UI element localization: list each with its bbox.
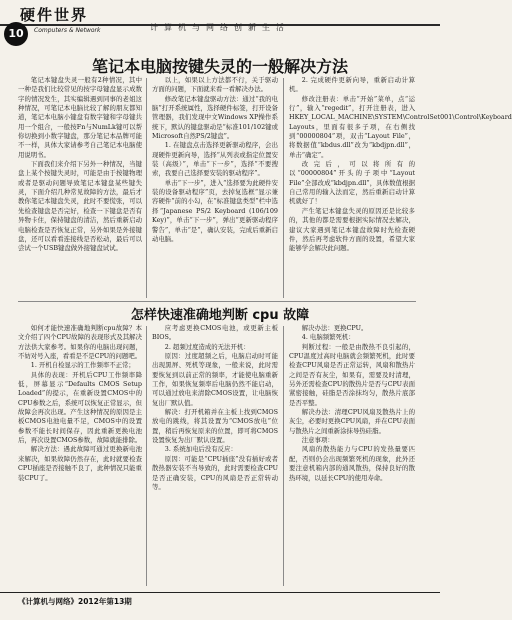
paragraph: 1. 在键盘点击选择更新驱动程序，会出现硬件更新向导，选择“从列表或指定位置安装（高级）”，单击“下一步”，选择“不要搜索，我要自己选择要安装的驱动程序”。 [152,141,278,178]
paragraph: 下面我们来介绍下另外一种情况，当键盘上某个按键失灵时，可能是由于按键物理或者是驱动问题导致笔记本键盘某些键失灵，下面介绍几种常见故障的方法，最后才教你笔记本键盘失灵，此时不要慌张，可以先检查键盘是否完好，检查一下键盘是否有异物卡住，保持键盘的清洁，然后重新启动电脑检查是否恢复正常，另外如果是外接键盘，还可以看看连接线是否松动，最后可以尝试一个USB键盘做外接键盘试试。 [18,160,142,253]
column-divider [146,78,147,298]
paragraph: 2. 完成硬件更新向导，重新启动计算机。 [289,76,415,94]
paragraph: 原因：可能是“CPU插座”没有插好或者散热器安装不当导致的，此时需要检查CPU是否正确安装，CPU的风扇是否正常转动等。 [152,454,278,491]
paragraph: 改完后，可以将所有的以“00000804”开头的子项中“Layout File”全部改成“kbdjpn.dll”，具体数值根据自己常用的输入法而定，然后重新启动计算机就好了！ [289,160,415,206]
column-divider [146,326,147,586]
page-number: 10 [4,22,28,46]
article1-column-3 [289,76,512,300]
paragraph: 1. 开机自检显示的工作频率不正常； [30,361,135,370]
paragraph: 具体的表现：开机后CPU工作频率降低，屏幕显示“Defaults CMOS Setup Loaded”的提示，在重新设置CMOS中的CPU参数之后，系统可以恢复正常显示，但故障会再次出现。产生这种情况的原因是主板CMOS电池电量不足，CMOS中的设置参数不能长时间保存，因此重新更换电池后，再次设置CMOS参数，故障就能排除。 [18,370,142,445]
paragraph: 3. 系统加电后没有反应： [164,445,237,454]
article1-title: 笔记本电脑按键失灵的一般解决方法 [91,57,348,76]
article2-column-3 [289,324,415,588]
footer-rule [0,592,440,593]
article-divider [18,301,416,302]
paragraph: 如何才能快速准确地判断cpu故障？本文介绍了四个CPU故障的表现形式及其解决方法供大家参考。如果你的电脑出现问题，不妨对号入座，看看是不是CPU的问题吧。 [18,324,142,361]
column-divider [283,78,284,298]
article2-title: 怎样快速准确地判断 cpu 故障 [130,308,310,323]
article2-column-1 [18,324,142,588]
paragraph: 解决办法：清理CPU风扇及散热片上的灰尘，必要时更换CPU风扇，并在CPU表面与散热片之间重新涂抹导热硅脂。 [289,408,415,435]
paragraph: 笔记本键盘失灵一般有2种情况，其中一种是我们比较常见的按字母键盘显示成数字的情况发生，其实编辑遇到同事的老姐这种情况，可笔记本电脑比较了解的朋友都知道，笔记本电脑小键盘有数字键和字母键共用一个组合，一般按Fn与NumLk键可以帮你切换到小数字键盘，那分笔记本品牌可能不一样，具体大家请参考自己笔记本电脑使用说明书。 [18,76,142,159]
section-title: 硬件世界 [20,6,89,24]
paragraph: 解决：打开机箱并在主板上找到CMOS放电的跳线，将其设置为“CMOS放电”位置，稍后再恢复原来的位置，即可将CMOS设置恢复为出厂默认设置。 [152,408,278,445]
paragraph: 产生笔记本键盘失灵的原因还是比较多的，其他的都是需要根据实际情况去解决，建议大家遇到笔记本键盘故障时先检查硬件，然后再考虑软件方面的设置，希望大家能够学会解决此问题。 [289,206,415,253]
article1-column-2 [152,76,278,300]
paragraph: 以上，如果以上方法都不行，关于驱动方面的问题，下面就来看一看解决办法。 [152,76,278,94]
footer-issue: 《计算机与网络》2012年第13期 [18,597,132,606]
paragraph: 修改注册表：单击“开始”菜单，点“运行”，输入“regedit”，打开注册表，进入HKEY_LOCAL_MACHINE\SYSTEM\ControlSet001\Control\Keyboard Layouts，里面有很多子项，在右侧找到“00000804”项，双击“Layout File”，将数据值“kbdus.dll”改为“kbdjpn.dll”，单击“确定”。 [289,94,512,159]
article1-column-1 [18,76,142,300]
column-divider [283,326,284,586]
paragraph: 应考虑更换CMOS电池，或更新主板BIOS。 [152,324,278,342]
paragraph: 原因：过度超频之后，电脑启动时可能出现黑屏、死机等现象，一般来说，此时需要恢复到以前正常的频率，才能使电脑重新工作，如果恢复频率后电脑仍然不能启动，可以通过放电来清除CMOS设置，让电脑恢复出厂默认值。 [152,352,278,407]
header-slogan: 计算机与网络创新生活 [150,23,290,32]
paragraph: 解决办法：更换CPU。 [301,324,368,332]
paragraph: 注意事项： [301,436,334,445]
paragraph: 4. 电脑频繁死机： [301,333,355,342]
paragraph: 判断过程：一般是由散热不良引起的，CPU温度过高时电脑就会频繁死机，此时要检查CPU风扇是否正常运转，风扇和散热片之间是否有灰尘，如果有，需要及时清理，另外还需检查CPU的散热片是否与CPU表面紧密接触，硅脂是否涂抹均匀，散热片底部是否平整。 [289,342,415,407]
header-english: Computers & Network [34,27,101,34]
paragraph: 2. 超频过度造成的无法开机： [164,342,250,351]
paragraph: 解决方法：遇此故障可通过更换新电池来解决，如果故障仍然存在，此时就要检查CPU插座是否接触不良了，此种情况只能重装CPU了。 [18,445,142,482]
article2-column-2 [152,324,278,588]
paragraph: 修改笔记本键盘驱动方法：通过“我的电脑”打开系统属性，选择硬件标签，打开设备管理器，我们发现中文Windows XP操作系统下，默认的键盘驱动是“标准101/102键或Microsoft自然PS/2键盘”。 [152,94,278,141]
paragraph: 单击“下一步”，进入“选择要为此硬件安装的设备驱动程序”页，去掉复选框“显示兼容硬件”前的小勾，在“标准键盘类型”栏中选择“Japanese PS/2 Keyboard (106/109 Key)”，单击“下一步”，弹出“更新驱动程序警告”，单击“是”，确认安装，完成后重新启动电脑。 [152,178,278,243]
paragraph: 风扇的散热能力与CPU的发热量要匹配，否则仍会出现频繁死机的现象，此外还要注意机箱内部的通风散热，保持良好的散热环境，以延长CPU的使用寿命。 [289,445,415,482]
